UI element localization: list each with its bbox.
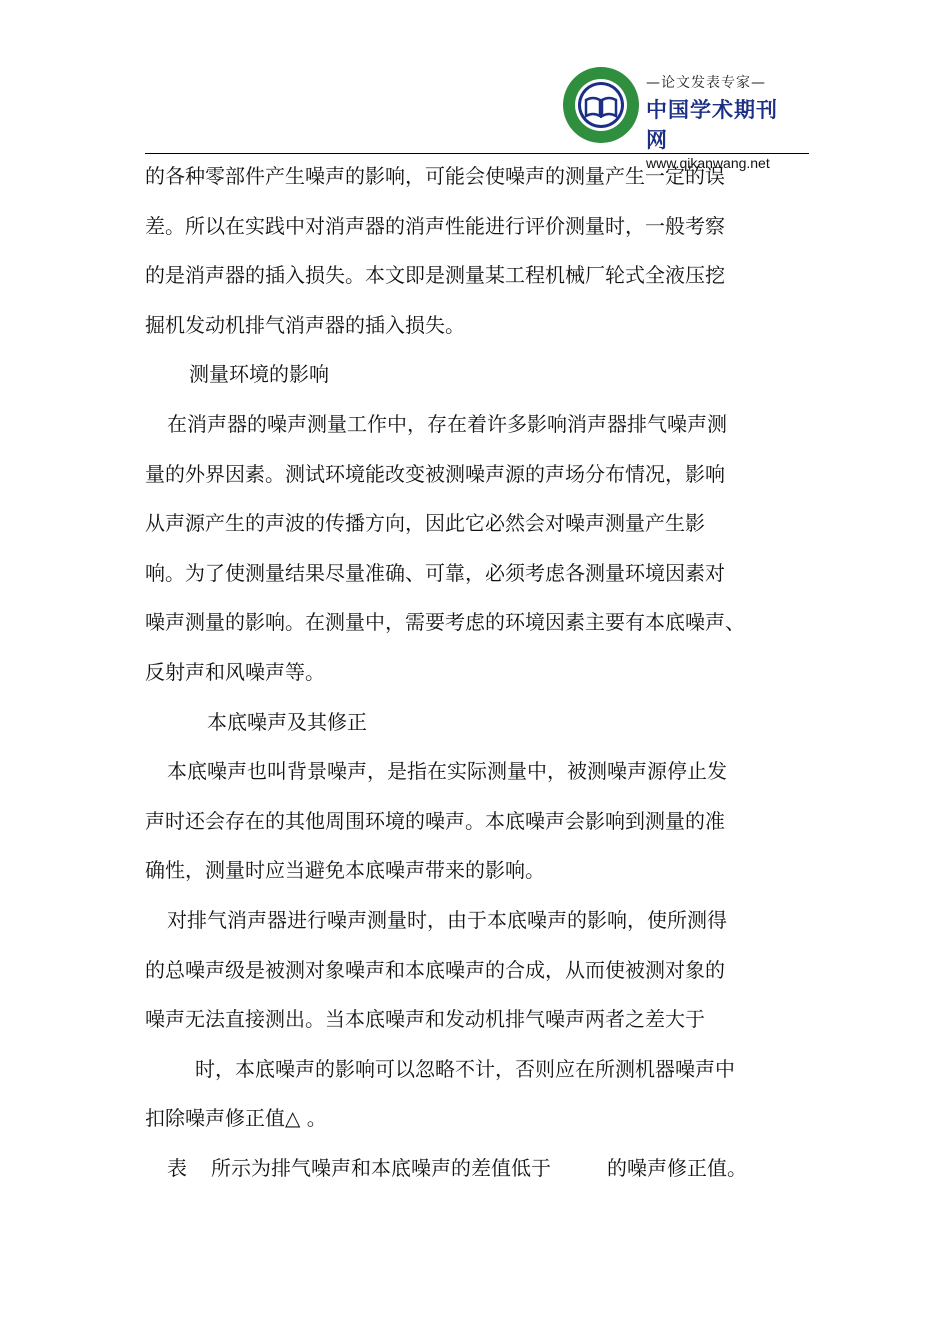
paragraph-4 xyxy=(145,896,805,946)
text-line: 掘机发动机排气消声器的插入损失。 xyxy=(145,312,465,337)
text-line: 响。为了使测量结果尽量准确、可靠，必须考虑各测量环境因素对 xyxy=(145,560,725,585)
text-line: 从声源产生的声波的传播方向，因此它必然会对噪声测量产生影 xyxy=(145,511,705,536)
section-heading-background-noise: 本底噪声及其修正 xyxy=(207,709,367,734)
text-segment: 的噪声修正值。 xyxy=(607,1155,747,1180)
logo-brand-name: 中国学术期刊网 xyxy=(646,98,778,152)
paragraph-3-cont xyxy=(145,797,805,896)
header-logo xyxy=(562,66,792,171)
paragraph-4-cont xyxy=(145,946,805,1045)
paragraph-5 xyxy=(145,1045,805,1095)
text-line: 的是消声器的插入损失。本文即是测量某工程机械厂轮式全液压挖 xyxy=(145,263,725,288)
text-line: 量的外界因素。测试环境能改变被测噪声源的声场分布情况，影响 xyxy=(145,461,725,486)
table-ref-label: 表 xyxy=(167,1155,187,1180)
text-line: 差。所以在实践中对消声器的消声性能进行评价测量时，一般考察 xyxy=(145,213,725,238)
paragraph-2-cont xyxy=(145,450,805,698)
text-line: 确性，测量时应当避免本底噪声带来的影响。 xyxy=(145,858,545,883)
paragraph-2 xyxy=(145,400,805,450)
text-line: 噪声测量的影响。在测量中，需要考虑的环境因素主要有本底噪声、 xyxy=(145,610,745,635)
text-segment: 所示为排气噪声和本底噪声的差值低于 xyxy=(211,1155,551,1180)
text-line: 的总噪声级是被测对象噪声和本底噪声的合成，从而使被测对象的 xyxy=(145,957,725,982)
text-line: 对排气消声器进行噪声测量时，由于本底噪声的影响，使所测得 xyxy=(167,907,727,932)
text-line: 本底噪声也叫背景噪声，是指在实际测量中，被测噪声源停止发 xyxy=(167,759,727,784)
logo-tagline: —论文发表专家— xyxy=(646,75,766,91)
logo-site-url[interactable]: www.qikanwang.net xyxy=(646,155,770,171)
section-heading-environment: 测量环境的影响 xyxy=(189,362,329,387)
text-line: 噪声无法直接测出。当本底噪声和发动机排气噪声两者之差大于 xyxy=(145,1007,705,1032)
logo-emblem-icon xyxy=(562,66,640,144)
paragraph-1 xyxy=(145,152,805,350)
text-line: 声时还会存在的其他周围环境的噪声。本底噪声会影响到测量的准 xyxy=(145,808,725,833)
document-body xyxy=(145,152,805,1193)
text-line: 扣除噪声修正值△ 。 xyxy=(145,1106,327,1131)
paragraph-6 xyxy=(145,1144,805,1194)
text-line: 的各种零部件产生噪声的影响，可能会使噪声的测量产生一定的误 xyxy=(145,164,725,188)
text-line: 反射声和风噪声等。 xyxy=(145,659,325,684)
text-line: 时，本底噪声的影响可以忽略不计，否则应在所测机器噪声中 xyxy=(195,1056,735,1081)
paragraph-5-cont xyxy=(145,1094,805,1144)
text-line: 在消声器的噪声测量工作中，存在着许多影响消声器排气噪声测 xyxy=(167,411,727,436)
paragraph-3 xyxy=(145,747,805,797)
